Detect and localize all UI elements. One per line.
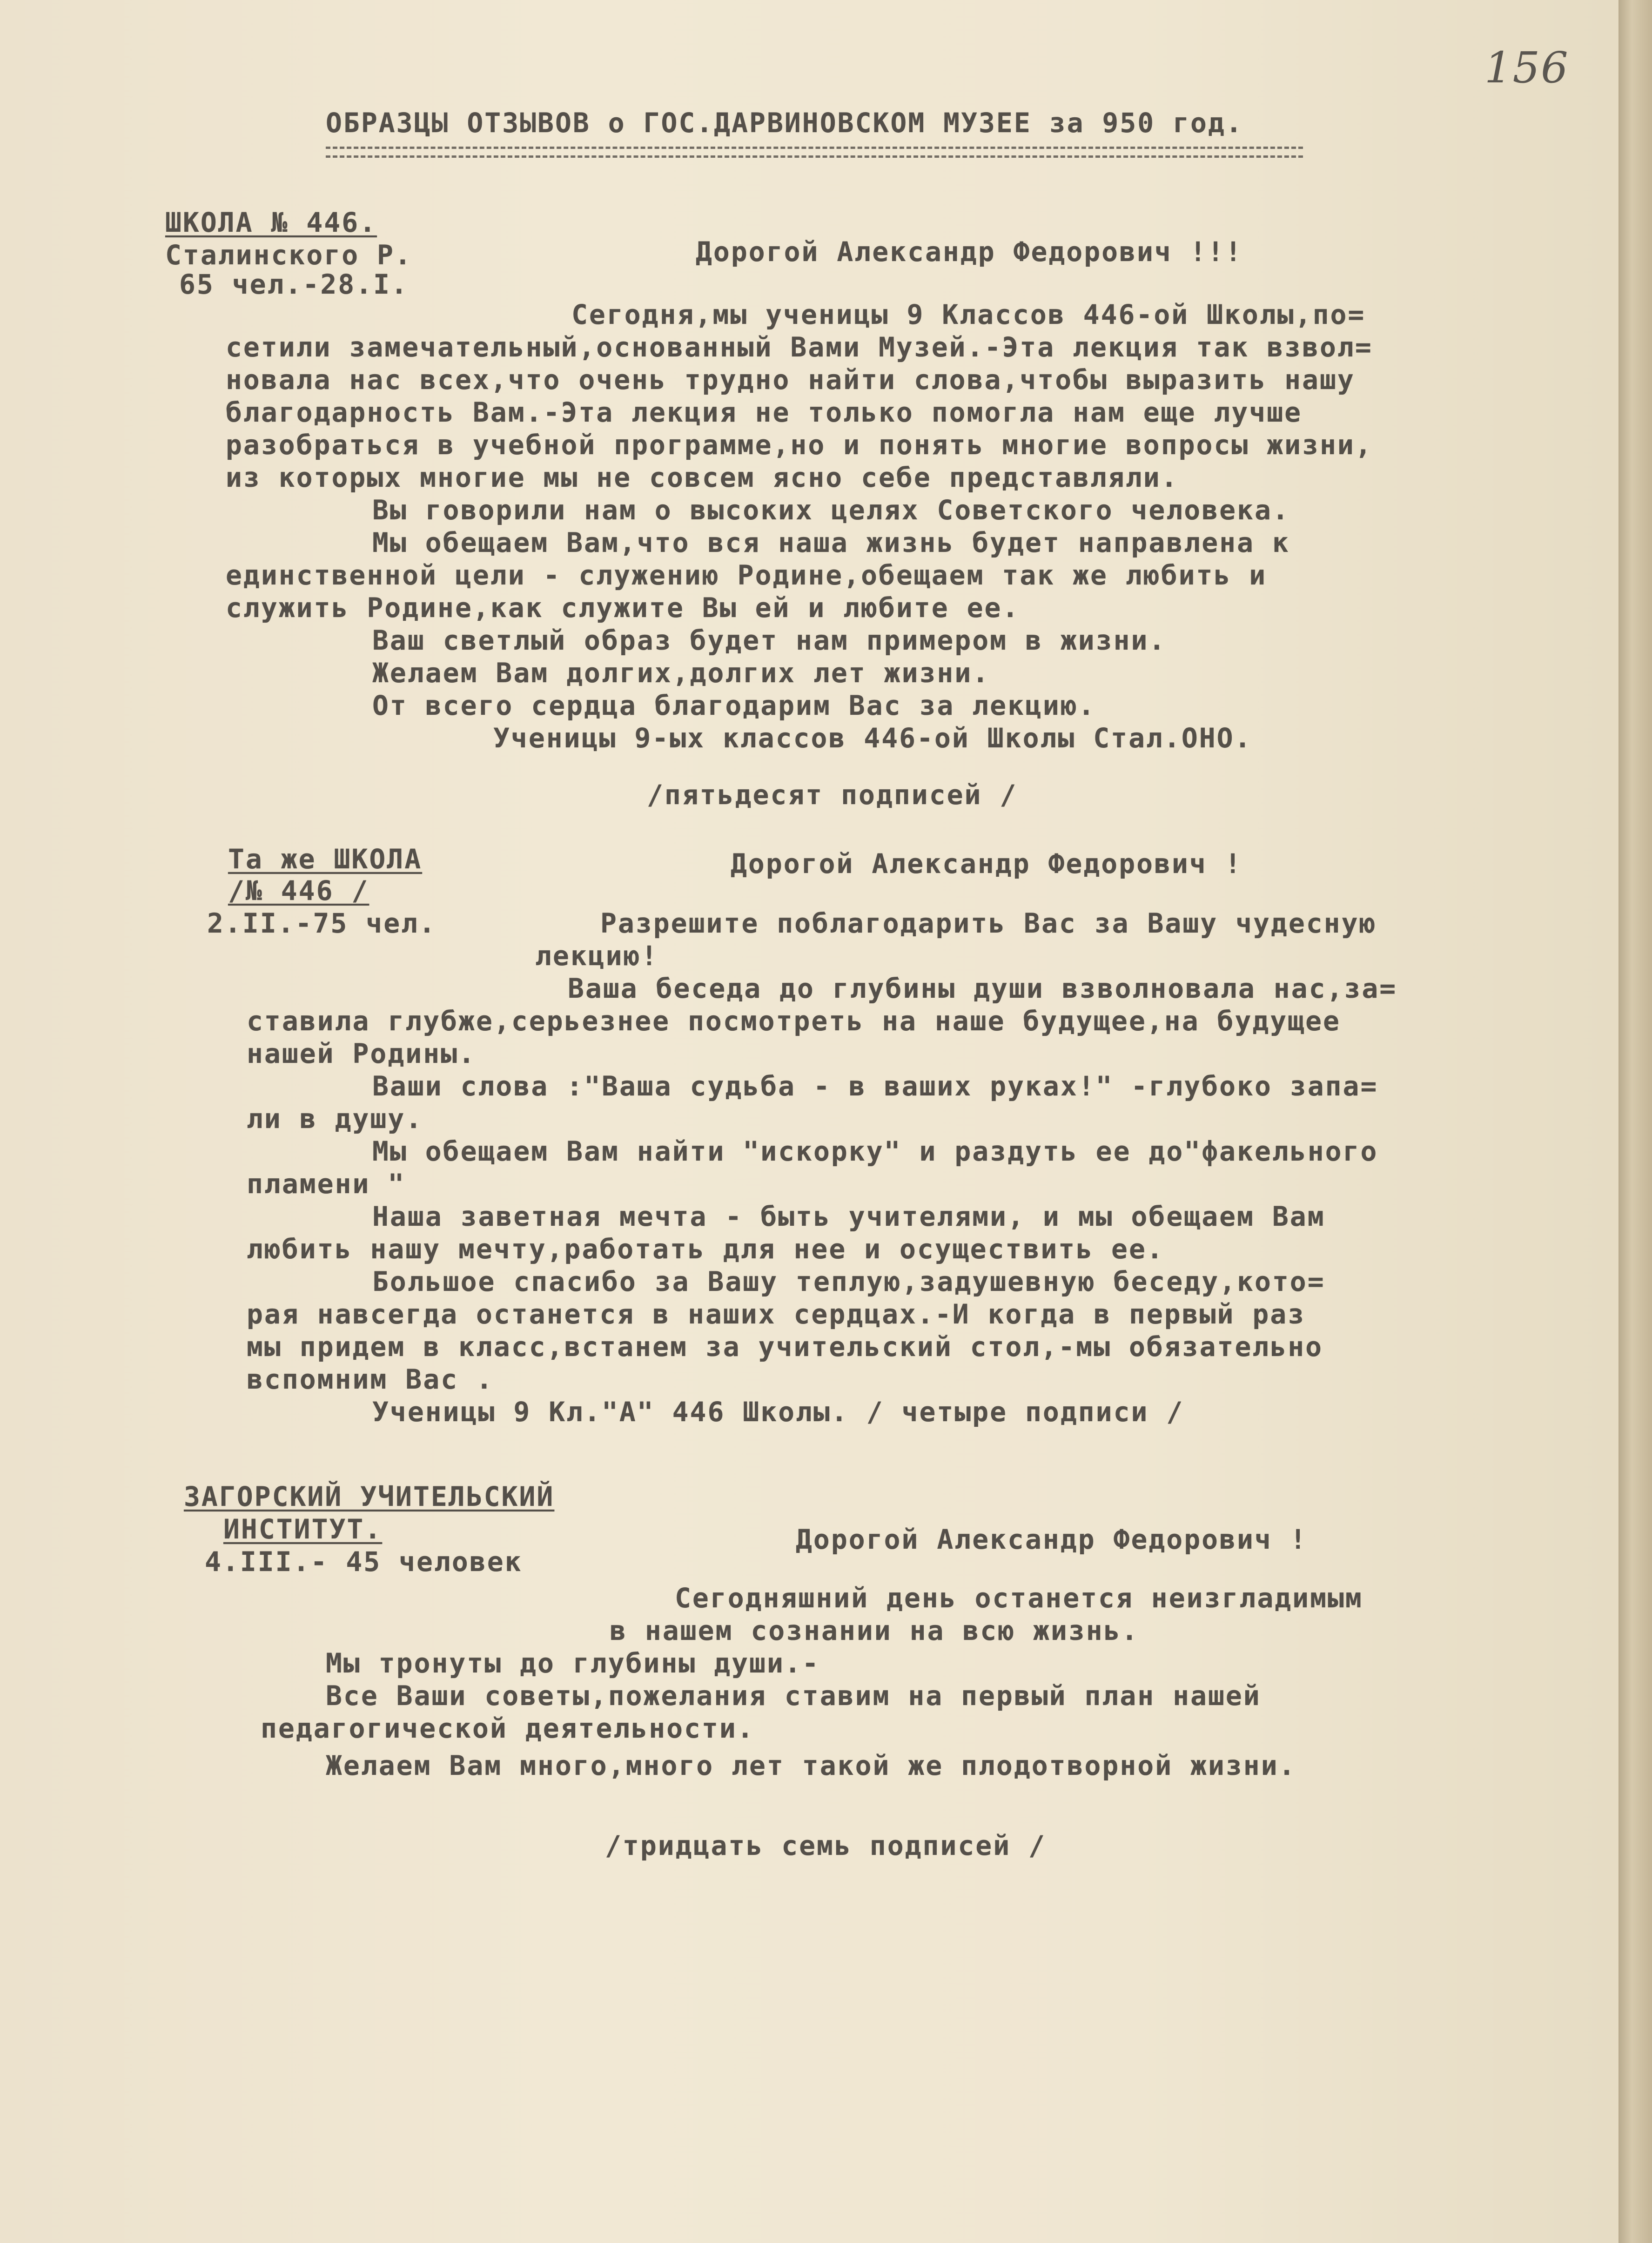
letter-1-sender: ШКОЛА № 446. (165, 207, 377, 238)
page-edge (1618, 0, 1652, 2243)
letter-1-district: Сталинского Р. (165, 239, 412, 271)
letter-3-body-line: в нашем сознании на всю жизнь. (610, 1615, 1139, 1646)
letter-2-school-number: /№ 446 / (228, 875, 369, 907)
letter-3-body-line: Желаем Вам много,много лет такой же плодотворной жизни. (326, 1750, 1296, 1781)
letter-1-closing: Ученицы 9-ых классов 446-ой Школы Стал.ОНО. (493, 722, 1252, 754)
letter-3-institute: ИНСТИТУТ. (223, 1513, 383, 1545)
page-number: 156 (1484, 43, 1569, 93)
letter-3-body-line: Все Ваши советы,пожелания ставим на первый план нашей (326, 1680, 1261, 1712)
letter-2-closing: Ученицы 9 Кл."А" 446 Школы. / четыре подписи / (372, 1396, 1184, 1428)
letter-1-body-line: Мы обещаем Вам,что вся наша жизнь будет направлена к (372, 527, 1290, 558)
letter-2-body-line: мы придем в класс,встанем за учительский стол,-мы обязательно (247, 1331, 1323, 1363)
letter-2-body-line: ли в душу. (247, 1103, 423, 1135)
letter-1-body-line: Сегодня,мы ученицы 9 Классов 446-ой Школы,по= (571, 299, 1366, 330)
letter-1-greeting: Дорогой Александр Федорович !!! (696, 236, 1243, 268)
letter-1-body-line: Ваш светлый образ будет нам примером в жизни. (372, 625, 1167, 656)
letter-2-date-count: 2.II.-75 чел. (207, 907, 437, 939)
letter-2-body-line: ставила глубже,серьезнее посмотреть на наше будущее,на будущее (247, 1005, 1341, 1037)
letter-3-body-line: Сегодняшний день останется неизгладимым (675, 1582, 1363, 1614)
letter-2-body-line: Большое спасибо за Вашу теплую,задушевную беседу,кото= (372, 1266, 1325, 1297)
letter-2-body-line: Ваша беседа до глубины души взволновала нас,за= (568, 973, 1397, 1004)
letter-1-body-line: из которых многие мы не совсем ясно себе представляли. (226, 462, 1179, 493)
letter-1-date-count: 65 чел.-28.I. (179, 269, 409, 300)
letter-1-body-line: служить Родине,как служите Вы ей и любите ее. (226, 592, 1020, 624)
letter-1-body-line: Вы говорили нам о высоких целях Советского человека. (372, 494, 1290, 526)
letter-3-sender: ЗАГОРСКИЙ УЧИТЕЛЬСКИЙ (184, 1481, 555, 1512)
letter-2-body-line: пламени " (247, 1168, 406, 1200)
letter-3-signatures: /тридцать семь подписей / (605, 1830, 1046, 1861)
letter-3-greeting: Дорогой Александр Федорович ! (796, 1524, 1308, 1555)
letter-2-greeting: Дорогой Александр Федорович ! (731, 848, 1242, 880)
letter-2-body-line: Мы обещаем Вам найти "искорку" и раздуть ее до"факельного (372, 1135, 1378, 1167)
letter-2-body-line: нашей Родины. (247, 1038, 476, 1069)
letter-1-signatures: /пятьдесят подписей / (647, 779, 1018, 811)
letter-1-body-line: Желаем Вам долгих,долгих лет жизни. (372, 657, 990, 689)
title-double-underline (326, 147, 1303, 158)
document-title: ОБРАЗЦЫ ОТЗЫВОВ о ГОС.ДАРВИНОВСКОМ МУЗЕЕ за 950 год. (326, 107, 1243, 139)
letter-2-body-line: лекцию! (535, 940, 659, 972)
letter-2-body-line: вспомним Вас . (247, 1363, 494, 1395)
letter-2-sender: Та же ШКОЛА (228, 843, 423, 875)
letter-2-body-line: Ваши слова :"Ваша судьба - в ваших руках!" -глубоко запа= (372, 1070, 1378, 1102)
letter-2-body-line: рая навсегда останется в наших сердцах.-И когда в первый раз (247, 1298, 1306, 1330)
letter-2-body-line: Наша заветная мечта - быть учителями, и мы обещаем Вам (372, 1201, 1325, 1232)
letter-2-body-line: любить нашу мечту,работать для нее и осуществить ее. (247, 1233, 1164, 1265)
letter-1-body-line: новала нас всех,что очень трудно найти слова,чтобы выразить нашу (226, 364, 1355, 396)
letter-1-body-line: благодарность Вам.-Эта лекция не только помогла нам еще лучше (226, 396, 1303, 428)
letter-3-date-count: 4.III.- 45 человек (205, 1546, 523, 1578)
letter-2-body-line: Разрешите поблагодарить Вас за Вашу чудесную (600, 907, 1377, 939)
letter-3-body-line: педагогической деятельности. (261, 1712, 755, 1744)
letter-1-body-line: От всего сердца благодарим Вас за лекцию. (372, 690, 1096, 721)
letter-1-body-line: единственной цели - служению Родине,обещаем так же любить и (226, 559, 1267, 591)
letter-1-body-line: разобраться в учебной программе,но и понять многие вопросы жизни, (226, 429, 1373, 461)
letter-1-body-line: сетили замечательный,основанный Вами Музей.-Эта лекция так взвол= (226, 331, 1373, 363)
letter-3-body-line: Мы тронуты до глубины души.- (326, 1647, 820, 1679)
